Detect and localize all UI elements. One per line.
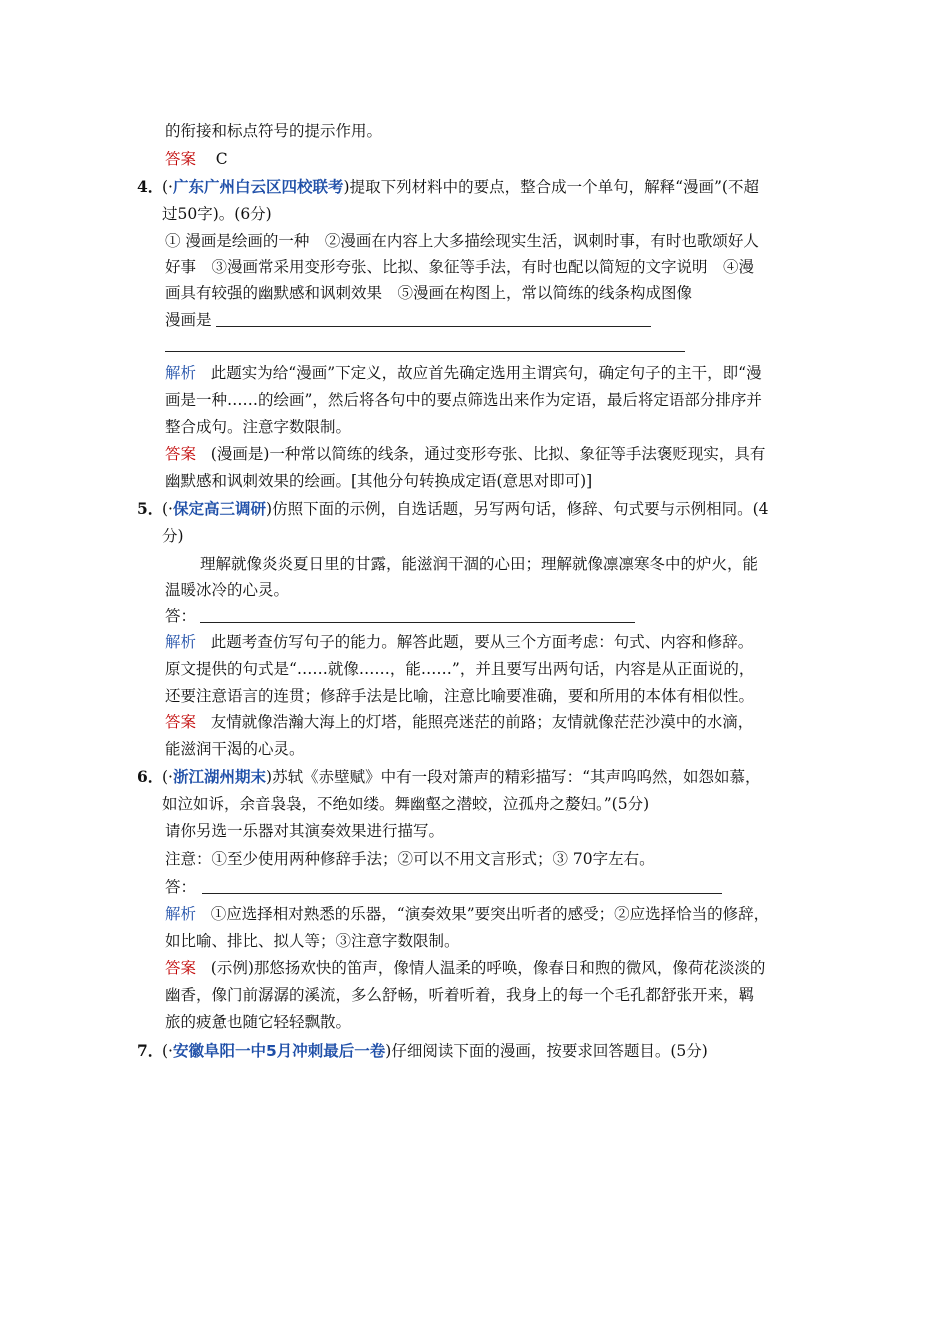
q6-answer-2: 幽香，像门前潺潺的溪流，多么舒畅，听着听着，我身上的每一个毛孔都舒张开来，羁 [165, 986, 755, 1004]
q6-prompt-line-4: 注意：①至少使用两种修辞手法；②可以不用文言形式；③ 70字左右。 [165, 850, 655, 868]
answer-label: 答案 [165, 445, 197, 463]
q6-analysis-2: 如比喻、排比、拟人等；③注意字数限制。 [165, 932, 460, 950]
q5-number: 5． [137, 499, 164, 518]
q4-number: 4． [137, 177, 164, 196]
q4-analysis-1: 解析 此题实为给“漫画”下定义，故应首先确定选用主谓宾句，确定句子的主干，即“漫 [165, 364, 762, 382]
answer-label: 答案 [165, 150, 197, 168]
q6-answer-1: 答案 (示例)那悠扬欢快的笛声，像情人温柔的呼唤，像春日和煦的微风，像荷花淡淡的 [165, 959, 766, 977]
q6-prompt-line-2: 如泣如诉，余音袅袅，不绝如缕。舞幽壑之潜蛟，泣孤舟之嫠妇。”(5分) [162, 795, 650, 813]
analysis-label: 解析 [165, 905, 197, 923]
q4-source: 广东广州白云区四校联考 [172, 178, 344, 196]
analysis-label: 解析 [165, 364, 197, 382]
q5-example-2: 温暖冰冷的心灵。 [165, 581, 290, 599]
q6-source: 浙江湖州期末 [172, 768, 266, 786]
q4-prompt-line-1: (·广东广州白云区四校联考)提取下列材料中的要点，整合成一个单句，解释“漫画”(不超 [162, 178, 759, 196]
q7-number: 7． [137, 1041, 164, 1060]
q5-analysis-2: 原文提供的句式是“……就像……，能……”，并且要写出两句话，内容是从正面说的， [165, 660, 755, 678]
q4-prompt-line-2: 过50字)。(6分) [162, 205, 272, 223]
q4-answer-2: 幽默感和讽刺效果的绘画。[其他分句转换成定语(意思对即可)] [165, 472, 593, 490]
q5-source: 保定高三调研 [172, 500, 266, 518]
q6-prompt-line-1: (·浙江湖州期末)苏轼《赤壁赋》中有一段对箫声的精彩描写：“其声呜呜然，如怨如慕， [162, 768, 761, 786]
q5-prompt-line-2: 分) [162, 527, 184, 545]
intro-line: 的衔接和标点符号的提示作用。 [165, 122, 383, 140]
answer-value: C [215, 150, 228, 168]
q4-material-1: ① 漫画是绘画的一种 ②漫画在内容上大多描绘现实生活，讽刺时事，有时也歌颂好人 [165, 232, 759, 250]
q7-source: 安徽阜阳一中5月冲刺最后一卷 [172, 1042, 386, 1060]
q5-analysis-1: 解析 此题考查仿写句子的能力。解答此题，要从三个方面考虑：句式、内容和修辞。 [165, 633, 754, 651]
q6-number: 6． [137, 767, 164, 786]
q5-answer-1: 答案 友情就像浩瀚大海上的灯塔，能照亮迷茫的前路；友情就像茫茫沙漠中的水滴， [165, 713, 754, 731]
q4-answer-blank-2 [165, 351, 685, 352]
q6-answer-3: 旅的疲惫也随它轻轻飘散。 [165, 1013, 352, 1031]
q5-example-1: 理解就像炎炎夏日里的甘露，能滋润干涸的心田；理解就像凛凛寒冬中的炉火，能 [200, 555, 759, 573]
q4-answer-1: 答案 (漫画是)一种常以简练的线条，通过变形夸张、比拟、象征等手法褒贬现实，具有 [165, 445, 766, 463]
q4-material-2: 好事 ③漫画常采用变形夸张、比拟、象征等手法，有时也配以简短的文字说明 ④漫 [165, 258, 755, 276]
q4-analysis-3: 整合成句。注意字数限制。 [165, 418, 352, 436]
q5-answer-2: 能滋润干渴的心灵。 [165, 740, 305, 758]
q4-blank-label: 漫画是 [165, 311, 212, 329]
q6-analysis-1: 解析 ①应选择相对熟悉的乐器，“演奏效果”要突出听者的感受；②应选择恰当的修辞， [165, 905, 770, 923]
q5-analysis-3: 还要注意语言的连贯；修辞手法是比喻，注意比喻要准确，要和所用的本体有相似性。 [165, 687, 755, 705]
q7-prompt: (·安徽阜阳一中5月冲刺最后一卷)仔细阅读下面的漫画，按要求回答题目。(5分) [162, 1042, 708, 1060]
q5-prompt-line-1: (·保定高三调研)仿照下面的示例，自选话题，另写两句话，修辞、句式要与示例相同。(4 [162, 500, 769, 518]
q5-answer-blank [200, 622, 635, 623]
answer-label: 答案 [165, 713, 197, 731]
answer-label: 答案 [165, 959, 197, 977]
q6-prompt-line-3: 请你另选一乐器对其演奏效果进行描写。 [165, 822, 445, 840]
analysis-label: 解析 [165, 633, 197, 651]
q4-analysis-2: 画是一种……的绘画”，然后将各句中的要点筛选出来作为定语，最后将定语部分排序并 [165, 391, 762, 409]
intro-answer [165, 148, 228, 170]
q4-answer-blank-1 [216, 326, 651, 327]
q5-blank-label: 答： [165, 607, 197, 625]
q6-answer-blank [202, 893, 722, 894]
q6-blank-label: 答： [165, 878, 197, 896]
q4-material-3: 画具有较强的幽默感和讽刺效果 ⑤漫画在构图上，常以简练的线条构成图像 [165, 284, 693, 302]
